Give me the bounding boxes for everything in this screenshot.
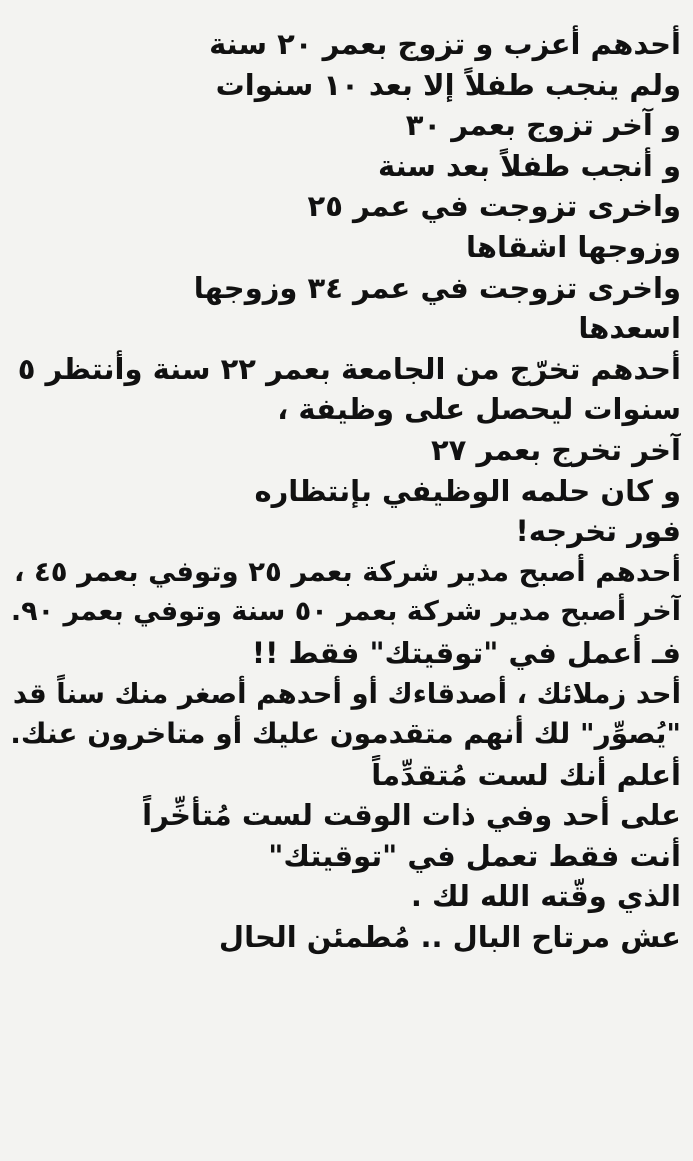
text-line: أنت فقط تعمل في "توقيتك" xyxy=(268,838,681,873)
text-line: "يُصوِّر" لك أنهم متقدمون عليك أو متاخرون عنك. xyxy=(10,717,681,751)
text-line: واخرى تزوجت في عمر ٢٥ xyxy=(307,189,681,224)
text-line: سنوات ليحصل على وظيفة ، xyxy=(277,392,681,427)
text-line: فور تخرجه! xyxy=(515,514,681,549)
text-line: آخر أصبح مدير شركة بعمر ٥٠ سنة وتوفي بعمر ٩٠. xyxy=(10,596,681,628)
text-block xyxy=(6,24,681,958)
text-line: وزوجها اشقاها xyxy=(466,229,681,264)
text-line: الذي وقّته الله لك . xyxy=(410,879,681,914)
text-line: آخر تخرج بعمر ٢٧ xyxy=(430,432,681,467)
text-line: أعلم أنك لست مُتقدِّماً xyxy=(371,757,681,792)
text-line: أحدهم تخرّج من الجامعة بعمر ٢٢ سنة وأنتظر ٥ xyxy=(17,351,681,386)
text-line: أحدهم أصبح مدير شركة بعمر ٢٥ وتوفي بعمر ٤٥ ، xyxy=(13,555,681,588)
text-line: اسعدها xyxy=(578,311,681,346)
text-line: على أحد وفي ذات الوقت لست مُتأخِّراً xyxy=(142,798,681,833)
text-line: ولم ينجب طفلاً إلا بعد ١٠ سنوات xyxy=(215,67,681,102)
text-line: و كان حلمه الوظيفي بإنتظاره xyxy=(254,473,681,508)
text-line: فـ أعمل في "توقيتك" فقط !! xyxy=(251,635,681,670)
text-line: أحدهم أعزب و تزوج بعمر ٢٠ سنة xyxy=(209,27,681,61)
text-line: و آخر تزوج بعمر ٣٠ xyxy=(405,108,681,143)
text-line: أحد زملائك ، أصدقاءك أو أحدهم أصغر منك سناً قد xyxy=(12,677,681,710)
text-line: و أنجب طفلاً بعد سنة xyxy=(378,148,681,183)
text-line: عش مرتاح البال .. مُطمئن الحال xyxy=(218,920,681,955)
text-line: واخرى تزوجت في عمر ٣٤ وزوجها xyxy=(193,270,681,305)
